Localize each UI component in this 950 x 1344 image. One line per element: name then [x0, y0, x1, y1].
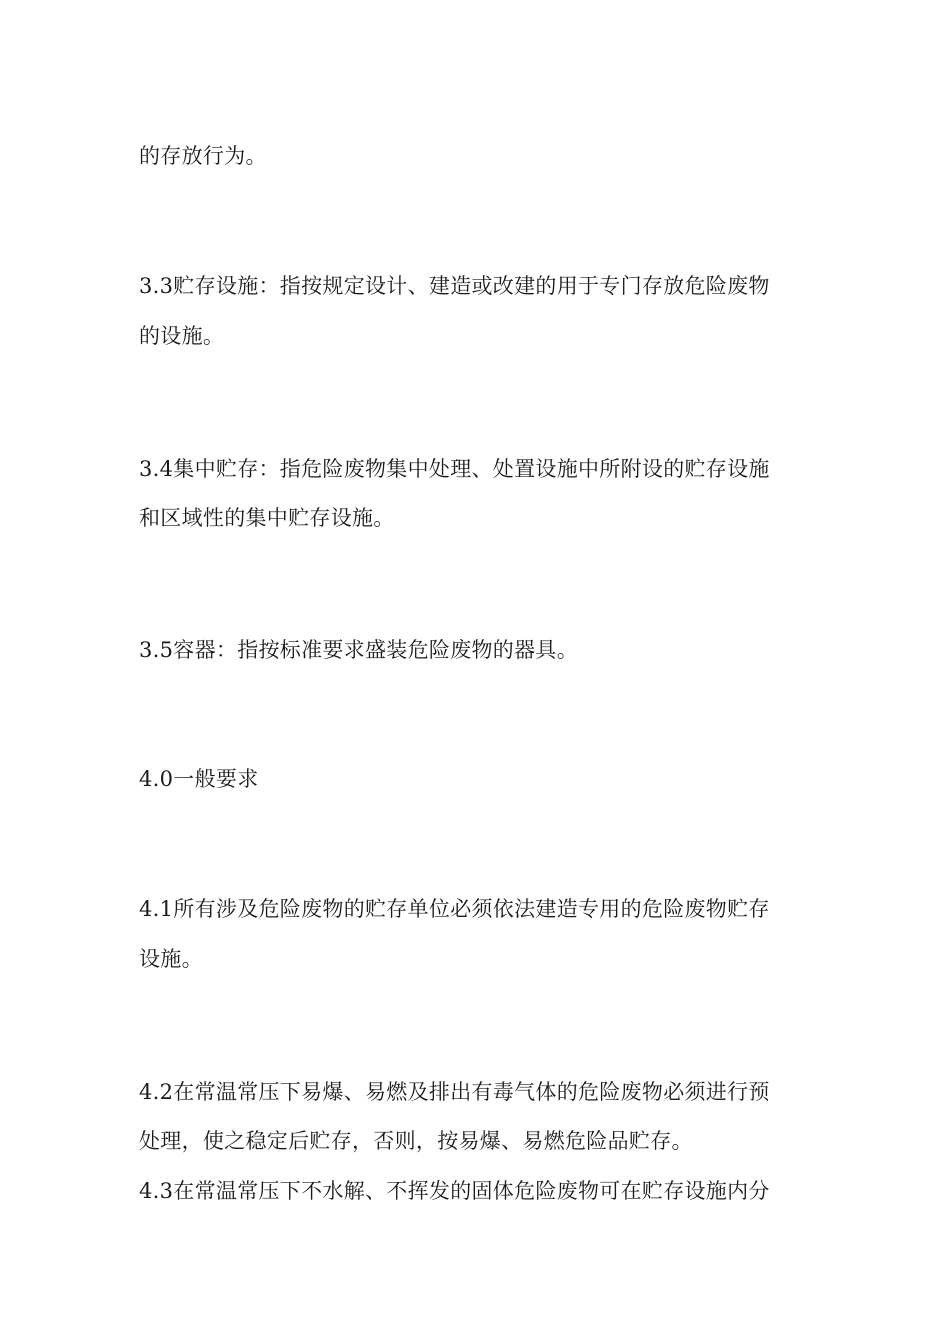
text-line: 4.2在常温常压下易爆、易燃及排出有毒气体的危险废物必须进行预: [139, 1080, 770, 1104]
text-line: 设施。: [139, 947, 203, 971]
text-line: 和区域性的集中贮存设施。: [139, 506, 395, 530]
text-line: 处理，使之稳定后贮存，否则，按易爆、易燃危险品贮存。: [139, 1129, 693, 1153]
text-line: 3.5容器：指按标准要求盛装危险废物的器具。: [139, 638, 578, 662]
text-line: 的存放行为。: [139, 144, 267, 168]
text-line: 3.4集中贮存：指危险废物集中处理、处置设施中所附设的贮存设施: [139, 457, 770, 481]
text-line: 4.3在常温常压下不水解、不挥发的固体危险废物可在贮存设施内分: [139, 1179, 770, 1203]
text-line: 的设施。: [139, 324, 225, 348]
section-heading: 4.0一般要求: [139, 767, 259, 791]
text-line: 3.3贮存设施：指按规定设计、建造或改建的用于专门存放危险废物: [139, 274, 770, 298]
text-line: 4.1所有涉及危险废物的贮存单位必须依法建造专用的危险废物贮存: [139, 897, 770, 921]
